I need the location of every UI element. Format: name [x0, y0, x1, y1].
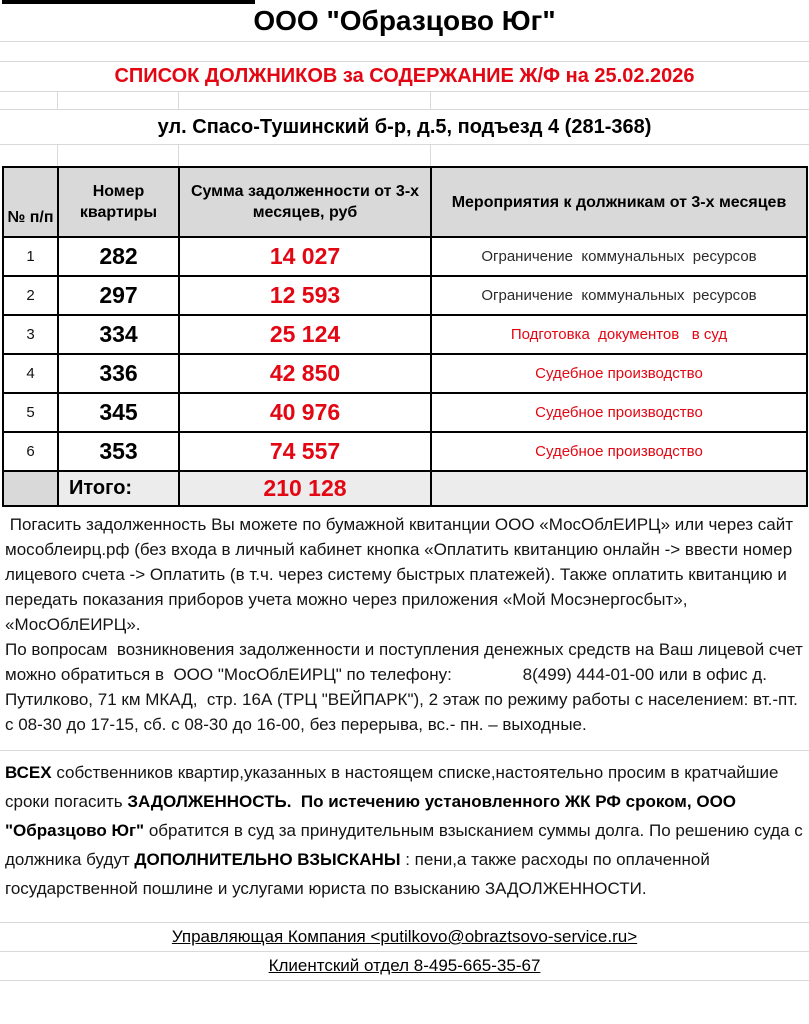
- footer-client-department: Клиентский отдел 8-495-665-35-67: [0, 952, 809, 981]
- table-row: [3, 354, 807, 393]
- table-total-row: [3, 471, 807, 506]
- top-border-line: [2, 0, 255, 4]
- row-number-cell: 1: [3, 237, 58, 276]
- footer-management-company: Управляющая Компания <putilkovo@obraztsovo-service.ru>: [0, 923, 809, 952]
- list-title: СПИСОК ДОЛЖНИКОВ за СОДЕРЖАНИЕ Ж/Ф на 25.02.2026: [0, 62, 809, 92]
- header-cell-row-number: № п/п: [3, 167, 58, 237]
- row-number-cell: 2: [3, 276, 58, 315]
- debt-amount-cell: 25 124: [179, 315, 431, 354]
- action-cell: Подготовка документов в суд: [431, 315, 807, 354]
- grid-strip: [0, 92, 809, 110]
- row-number-cell: 6: [3, 432, 58, 471]
- apartment-number-cell: 282: [58, 237, 179, 276]
- debtors-table: [2, 166, 808, 507]
- company-title: ООО "Образцово Юг": [0, 0, 809, 42]
- grid-strip: [0, 145, 809, 166]
- total-row-empty-cell: [431, 471, 807, 506]
- apartment-number-cell: 345: [58, 393, 179, 432]
- apartment-number-cell: 353: [58, 432, 179, 471]
- total-label: Итого:: [58, 471, 179, 506]
- debt-amount-cell: 74 557: [179, 432, 431, 471]
- gridline: [178, 145, 179, 166]
- action-cell: Судебное производство: [431, 393, 807, 432]
- gridline: [430, 145, 431, 166]
- header-cell-actions: Мероприятия к должникам от 3-х месяцев: [431, 167, 807, 237]
- table-row: [3, 237, 807, 276]
- info-paragraphs: [0, 507, 809, 737]
- debt-amount-cell: 40 976: [179, 393, 431, 432]
- table-row: [3, 393, 807, 432]
- total-value: 210 128: [179, 471, 431, 506]
- table-header: [3, 167, 807, 237]
- debt-amount-cell: 42 850: [179, 354, 431, 393]
- apartment-number-cell: 297: [58, 276, 179, 315]
- row-number-cell: 5: [3, 393, 58, 432]
- payment-instructions-paragraph: Погасить задолженность Вы можете по бумажной квитанции ООО «МосОблЕИРЦ» или через сайт мособлеирц.рф (без входа в личный кабинет кнопка «Оплатить квитанцию онлайн -> ввести номер лицевого счета -> Оплатить (в т.ч. через систему быстрых платежей). Также оплатить квитанцию и передать показания приборов учета можно через приложения «Мой Мосэнергосбыт», «МосОблЕИРЦ».: [5, 515, 798, 634]
- action-cell: Судебное производство: [431, 432, 807, 471]
- gridline: [178, 92, 179, 109]
- table-row: [3, 315, 807, 354]
- action-cell: Ограничение коммунальных ресурсов: [431, 276, 807, 315]
- header-cell-debt-sum: Сумма задолженности от 3-х месяцев, руб: [179, 167, 431, 237]
- row-number-cell: 3: [3, 315, 58, 354]
- footer: [0, 922, 809, 981]
- row-number-cell: 4: [3, 354, 58, 393]
- action-cell: Судебное производство: [431, 354, 807, 393]
- action-cell: Ограничение коммунальных ресурсов: [431, 237, 807, 276]
- header-cell-apartment: Номер квартиры: [58, 167, 179, 237]
- debt-amount-cell: 12 593: [179, 276, 431, 315]
- table-row: [3, 432, 807, 471]
- gridline: [430, 92, 431, 109]
- contact-info-paragraph: По вопросам возникновения задолженности и поступления денежных средств на Ваш лицевой счет можно обратиться в ООО "МосОблЕИРЦ" по телефону: 8(499) 444-01-00 или в офис д. Путилково, 71 км МКАД, стр. 16А (ТРЦ "ВЕЙПАРК"), 2 этаж по режиму работы с населением: вт.-пт. с 08-30 до 17-15, сб. с 08-30 до 16-00, без перерыва, вс.- пн. – выходные.: [5, 640, 808, 734]
- apartment-number-cell: 334: [58, 315, 179, 354]
- debt-amount-cell: 14 027: [179, 237, 431, 276]
- warning-paragraph: ВСЕХ собственников квартир,указанных в настоящем списке,настоятельно просим в кратчайшие сроки погасить ЗАДОЛЖЕННОСТЬ. По истечению установленного ЖК РФ сроком, ООО "Образцово Юг" обратится в суд за принудительным взысканием суммы долга. По решению суда с должника будут ДОПОЛНИТЕЛЬНО ВЗЫСКАНЫ : пени,а также расходы по оплаченной государственной пошлине и услугами юриста по взысканию ЗАДОЛЖЕННОСТИ.: [5, 763, 808, 898]
- spacer-row: [0, 42, 809, 62]
- total-row-corner: [3, 471, 58, 506]
- building-address: ул. Спасо-Тушинский б-р, д.5, подъезд 4 (281-368): [0, 110, 809, 145]
- gridline: [57, 145, 58, 166]
- gridline: [57, 92, 58, 109]
- apartment-number-cell: 336: [58, 354, 179, 393]
- table-row: [3, 276, 807, 315]
- debtors-table-body: [3, 237, 807, 471]
